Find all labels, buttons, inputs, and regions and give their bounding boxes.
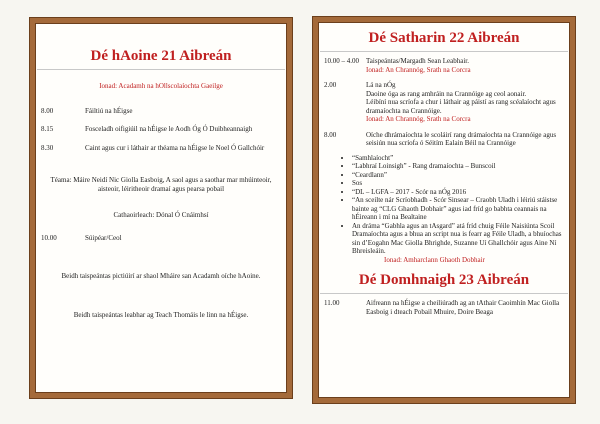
title-divider (320, 51, 568, 52)
schedule-text: Fosceladh oifigiúil na hÉigse le Aodh Óg Ó Duibheannaigh (85, 125, 253, 133)
sunday-title: Dé Domhnaigh 23 Aibreán (358, 272, 530, 288)
schedule-time: 8.00 (41, 106, 54, 115)
title-divider (320, 293, 568, 294)
schedule-detail: Léibíní nua scríofa a chur i láthair ag páistí as rang scéalaíocht agus dramaíochta na Crannóige. (366, 98, 556, 115)
friday-panel (30, 18, 292, 398)
schedule-row (324, 81, 564, 124)
books-note: Beidh taispeántas leabhar ag Teach Thomáis le linn na hÉigse. (73, 310, 249, 319)
schedule-row (41, 125, 281, 134)
friday-venue: Ionad: Acadamh na hOllscolaíochta Gaeilge (99, 82, 223, 90)
list-item: • “Samhlaíocht” (352, 154, 564, 163)
performance-list (324, 154, 564, 256)
schedule-time: 8.15 (41, 125, 54, 133)
schedule-text: Lá na nÓg (366, 81, 396, 89)
list-item: • “Ceardlann” (352, 171, 564, 180)
schedule-time: 2.00 (324, 81, 337, 89)
schedule-row (324, 57, 564, 74)
saturday-panel (313, 17, 575, 403)
schedule-row (41, 144, 281, 153)
exhibition-note: Beidh taispeántas pictiúirí ar shaol Mháire san Acadamh oíche hAoine. (61, 272, 261, 280)
schedule-time: 11.00 (324, 299, 340, 307)
supper-row (41, 234, 281, 243)
saturday-title: Dé Satharin 22 Aibreán (368, 30, 520, 46)
schedule-row (324, 299, 564, 316)
schedule-text: Fáiltiú na hÉigse (85, 106, 133, 115)
schedule-venue: Ionad: An Chrannóg, Srath na Corcra (366, 115, 471, 123)
list-item: • “DL – LGFA – 2017 - Scór na nÓg 2016 (352, 188, 564, 197)
schedule-time: 8.00 (324, 130, 337, 139)
schedule-text: Oíche dhrámaíochta le scoláirí rang drámaíochta na Crannóige agus seisiún nua scríofa ó Séitím Ealain Béil na Crannóige (366, 130, 557, 147)
friday-title: Dé hAoine 21 Aibreán (90, 48, 232, 64)
list-item: • “Labhraí Loinsigh” - Rang dramaíochta – Bunscoil (352, 162, 564, 171)
schedule-text: Caint agus cur i láthair ar théama na hÉigse le Noel Ó Gallchóir (85, 143, 265, 152)
schedule-text: Taispeántas/Margadh Sean Leabhair. (366, 57, 469, 65)
schedule-row (324, 131, 564, 148)
schedule-text: Aifreann na hÉigse a cheiliúradh ag an tAthair Caoimhín Mac Giolla Easboig i dteach Pobail Mhuire, Doire Beaga (366, 299, 560, 316)
list-item: • “An sceilte nár Scríobhadh - Scór Sinsear – Craobh Uladh i léiriú stáistse bainte ag “CLG Ghaoth Dobhair” agus iad fríd go babhta ceannais na hÉireann i mí na Bealtaine (352, 196, 564, 222)
schedule-time: 10.00 – 4.00 (324, 57, 359, 65)
theme-text: Téama: Máire Neidí Nic Giolla Easboig, A saol agus a saothar mar mhúinteoir, aisteoir, léiritheoir dramaí agus pearsa pobail (50, 176, 272, 193)
title-divider (37, 69, 285, 70)
list-item: • An dráma “Gabhla agus an tAsgard” atá fríd chuig Féile Naisiúnta Scoil Dramaíochta agus a bhua an script nua is fearr ag Féile Uladh, a bhuíochas sin d’Eogahn Mac Giolla Bhrighde, Suzanne Uí Ghallchóir agus Aine Ní Bhreisleáin. (352, 222, 564, 256)
list-item: • Sos (352, 179, 564, 188)
schedule-venue: Ionad: An Chrannóg, Srath na Corcra (366, 65, 471, 74)
performance-venue: Ionad: Amharclann Ghaoth Dobhair (384, 255, 485, 264)
supper-text: Súipéar/Ceol (85, 233, 122, 242)
chair-text: Cathaoirleach: Dónal Ó Cnáimhsí (113, 211, 209, 219)
schedule-row (41, 107, 281, 116)
supper-time: 10.00 (41, 233, 57, 242)
schedule-time: 8.30 (41, 143, 54, 152)
schedule-detail: Daoine óga as rang amhráin na Crannóige ag ceol aonair. (366, 89, 527, 98)
